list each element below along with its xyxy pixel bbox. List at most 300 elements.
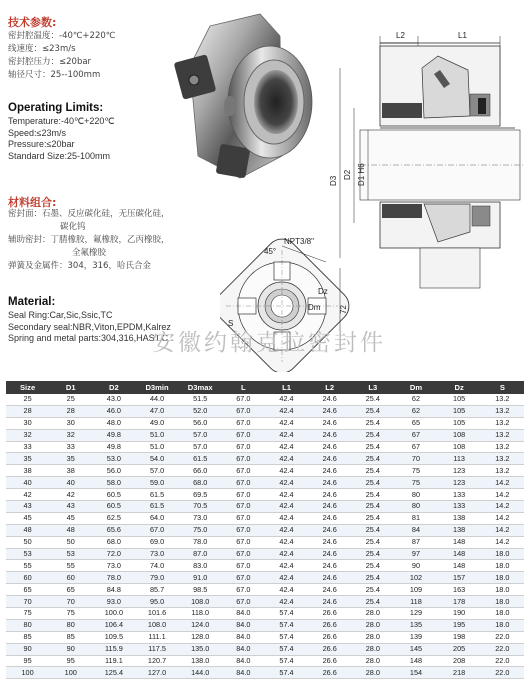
material-line-en: Spring and metal parts:304,316,HAST.C [8,333,169,343]
table-cell: 108.0 [179,596,222,608]
table-cell: 57.0 [179,429,222,441]
table-cell: 163 [438,584,481,596]
table-row [6,572,524,584]
column-header: L2 [308,381,351,394]
table-cell: 18.0 [481,619,524,631]
table-cell: 14.2 [481,489,524,501]
table-cell: 65 [49,584,92,596]
table-cell: 24.6 [308,584,351,596]
table-cell: 55 [6,560,49,572]
table-cell: 85 [49,631,92,643]
table-cell: 24.6 [308,524,351,536]
label-l1: L1 [458,31,467,40]
table-cell: 75 [6,608,49,620]
table-cell: 26.6 [308,643,351,655]
table-cell: 205 [438,643,481,655]
table-cell: 97 [394,548,437,560]
table-cell: 18.0 [481,572,524,584]
table-cell: 120.7 [135,655,178,667]
table-cell: 118 [394,596,437,608]
table-cell: 24.6 [308,453,351,465]
table-cell: 62.5 [92,512,135,524]
table-cell: 124.0 [179,619,222,631]
table-cell: 108 [438,441,481,453]
table-cell: 78.0 [92,572,135,584]
table-cell: 57.4 [265,619,308,631]
table-cell: 148 [438,548,481,560]
table-cell: 80 [49,619,92,631]
column-header: D2 [92,381,135,394]
table-cell: 42.4 [265,572,308,584]
table-cell: 70 [6,596,49,608]
table-cell: 26.6 [308,619,351,631]
table-cell: 72.0 [92,548,135,560]
table-cell: 67.0 [222,584,265,596]
column-header: L1 [265,381,308,394]
table-cell: 25.4 [351,465,394,477]
table-cell: 75 [394,465,437,477]
table-cell: 67.0 [135,524,178,536]
table-cell: 84.0 [222,643,265,655]
table-cell: 25.4 [351,524,394,536]
material-line-en: Secondary seal:NBR,Viton,EPDM,Kalrez [8,321,171,332]
table-cell: 25.4 [351,417,394,429]
table-cell: 198 [438,631,481,643]
table-row [6,512,524,524]
table-cell: 53 [6,548,49,560]
label-s: S [228,319,234,328]
table-cell: 25 [6,394,49,405]
label-d2: D2 [343,169,352,180]
table-cell: 144.0 [179,667,222,679]
table-cell: 14.2 [481,512,524,524]
table-cell: 106.4 [92,619,135,631]
table-cell: 25.4 [351,548,394,560]
table-row [6,608,524,620]
table-row [6,394,524,405]
table-cell: 25 [49,394,92,405]
table-cell: 13.2 [481,394,524,405]
table-cell: 24.6 [308,489,351,501]
table-cell: 43 [6,501,49,513]
table-row [6,405,524,417]
table-cell: 105 [438,405,481,417]
table-cell: 33 [6,441,49,453]
operating-limit-line: Speed:≤23m/s [8,127,66,138]
table-cell: 42.4 [265,560,308,572]
table-cell: 53.0 [92,453,135,465]
column-header: L [222,381,265,394]
table-row [6,441,524,453]
table-cell: 67.0 [222,572,265,584]
table-cell: 49.8 [92,429,135,441]
table-cell: 42.4 [265,394,308,405]
table-cell: 67.0 [222,524,265,536]
tech-param-line: 线速度：≤23m/s [8,44,76,54]
table-cell: 42.4 [265,548,308,560]
table-cell: 30 [6,417,49,429]
table-cell: 22.0 [481,643,524,655]
table-cell: 42.4 [265,453,308,465]
table-cell: 123 [438,477,481,489]
table-cell: 13.2 [481,453,524,465]
table-cell: 109 [394,584,437,596]
table-row [6,584,524,596]
table-cell: 28.0 [351,643,394,655]
table-row [6,501,524,513]
table-cell: 42.4 [265,596,308,608]
table-row [6,524,524,536]
table-cell: 65 [6,584,49,596]
label-d1: D1 H6 [357,163,366,186]
table-row [6,596,524,608]
table-cell: 24.6 [308,501,351,513]
table-cell: 53 [49,548,92,560]
table-cell: 42.4 [265,512,308,524]
table-cell: 26.6 [308,667,351,679]
product-photo-seal [170,6,320,184]
table-cell: 42.4 [265,441,308,453]
table-cell: 42.4 [265,465,308,477]
table-cell: 100.0 [92,608,135,620]
table-cell: 75.0 [179,524,222,536]
table-cell: 50 [6,536,49,548]
table-cell: 38 [49,465,92,477]
table-cell: 28.0 [351,667,394,679]
table-cell: 57.4 [265,631,308,643]
table-cell: 26.6 [308,655,351,667]
table-cell: 145 [394,643,437,655]
table-cell: 80 [6,619,49,631]
table-cell: 67.0 [222,405,265,417]
table-cell: 195 [438,619,481,631]
tech-param-line: 轴径尺寸：25--100mm [8,70,101,80]
material-line-cn: 辅助密封：丁腈橡胶，氟橡胶，乙丙橡胶， [8,235,170,245]
table-cell: 117.5 [135,643,178,655]
table-cell: 57.4 [265,643,308,655]
table-cell: 178 [438,596,481,608]
column-header: S [481,381,524,394]
table-cell: 35 [49,453,92,465]
table-cell: 40 [49,477,92,489]
table-cell: 48 [49,524,92,536]
table-cell: 22.0 [481,655,524,667]
table-cell: 25.4 [351,501,394,513]
table-cell: 25.4 [351,429,394,441]
table-cell: 24.6 [308,512,351,524]
table-cell: 67 [394,441,437,453]
table-cell: 49.8 [92,441,135,453]
table-cell: 123 [438,465,481,477]
table-cell: 25.4 [351,394,394,405]
table-cell: 60.5 [92,501,135,513]
table-cell: 24.6 [308,560,351,572]
table-row [6,465,524,477]
table-cell: 69.5 [179,489,222,501]
table-row [6,417,524,429]
table-cell: 24.6 [308,429,351,441]
table-row [6,560,524,572]
table-cell: 22.0 [481,631,524,643]
table-cell: 157 [438,572,481,584]
table-cell: 105 [438,394,481,405]
table-cell: 127.0 [135,667,178,679]
label-l2: L2 [396,31,405,40]
table-cell: 67.0 [222,465,265,477]
table-cell: 67.0 [222,501,265,513]
table-cell: 48.0 [92,417,135,429]
table-cell: 13.2 [481,417,524,429]
table-row [6,643,524,655]
table-cell: 138.0 [179,655,222,667]
label-d3: D3 [329,175,338,186]
table-cell: 67.0 [222,489,265,501]
table-cell: 13.2 [481,465,524,477]
dimensions-table [6,381,524,679]
table-cell: 25.4 [351,441,394,453]
table-cell: 60 [6,572,49,584]
material-title-en: Material: [8,296,56,308]
table-cell: 57.4 [265,667,308,679]
table-cell: 51.0 [135,429,178,441]
table-cell: 135.0 [179,643,222,655]
table-cell: 118.0 [179,608,222,620]
table-cell: 69.0 [135,536,178,548]
label-dz: Dz [318,287,328,296]
table-cell: 60.5 [92,489,135,501]
table-row [6,631,524,643]
table-cell: 75 [49,608,92,620]
table-cell: 95.0 [135,596,178,608]
label-dm: Dm [308,303,321,312]
table-cell: 133 [438,489,481,501]
table-cell: 13.2 [481,441,524,453]
table-cell: 24.6 [308,536,351,548]
table-cell: 65 [394,417,437,429]
table-cell: 138 [438,512,481,524]
tech-params-title-cn: 技术参数: [8,16,57,29]
table-row [6,453,524,465]
material-line-cn: 碳化钨 [60,222,86,232]
table-cell: 66.0 [179,465,222,477]
watermark: 安徽约翰克拉密封件 [152,330,386,356]
table-cell: 55 [49,560,92,572]
table-cell: 67.0 [222,429,265,441]
table-cell: 24.6 [308,405,351,417]
table-cell: 61.5 [135,489,178,501]
table-row [6,489,524,501]
table-cell: 95 [6,655,49,667]
table-cell: 57.4 [265,608,308,620]
table-cell: 93.0 [92,596,135,608]
table-cell: 28.0 [351,619,394,631]
materials-title-cn: 材料组合: [8,196,57,209]
label-angle: 45° [264,247,277,256]
table-row [6,667,524,679]
table-cell: 95 [49,655,92,667]
table-cell: 100 [49,667,92,679]
table-cell: 113 [438,453,481,465]
table-cell: 18.0 [481,584,524,596]
table-body [6,394,524,679]
table-cell: 45 [49,512,92,524]
table-cell: 148 [438,560,481,572]
table-cell: 154 [394,667,437,679]
table-cell: 24.6 [308,417,351,429]
table-cell: 43.0 [92,394,135,405]
table-cell: 84.0 [222,619,265,631]
column-header: L3 [351,381,394,394]
table-cell: 128.0 [179,631,222,643]
material-line-en: Seal Ring:Car,Sic,Ssic,TC [8,310,113,320]
material-line-cn: 全氟橡胶 [72,248,107,258]
table-cell: 101.6 [135,608,178,620]
table-cell: 67.0 [222,548,265,560]
table-cell: 25.4 [351,584,394,596]
table-cell: 25.4 [351,477,394,489]
operating-limit-line: Pressure:≤20bar [8,139,75,149]
table-cell: 59.0 [135,477,178,489]
table-row [6,477,524,489]
tech-param-line: 密封腔压力：≤20bar [8,57,92,67]
table-cell: 102 [394,572,437,584]
table-cell: 56.0 [92,465,135,477]
table-cell: 87 [394,536,437,548]
table-cell: 52.0 [179,405,222,417]
table-cell: 42.4 [265,524,308,536]
table-cell: 100 [6,667,49,679]
table-cell: 108.0 [135,619,178,631]
table-cell: 62 [394,394,437,405]
table-cell: 57.0 [179,441,222,453]
table-cell: 98.5 [179,584,222,596]
table-row [6,548,524,560]
table-cell: 70 [49,596,92,608]
table-cell: 133 [438,501,481,513]
table-cell: 68.0 [179,477,222,489]
table-cell: 25.4 [351,512,394,524]
table-cell: 54.0 [135,453,178,465]
table-cell: 148 [438,536,481,548]
table-cell: 57.4 [265,655,308,667]
table-cell: 26.6 [308,608,351,620]
material-list-en [8,310,171,345]
table-cell: 105 [438,417,481,429]
seal-face-upper [382,103,422,118]
table-cell: 48 [6,524,49,536]
operating-limit-line: Temperature:-40℃+220℃ [8,116,115,126]
table-cell: 49.0 [135,417,178,429]
table-row [6,655,524,667]
table-cell: 25.4 [351,405,394,417]
table-cell: 22.0 [481,667,524,679]
table-cell: 108 [438,429,481,441]
table-cell: 42.4 [265,405,308,417]
table-cell: 67.0 [222,477,265,489]
label-dim-72: 72 [339,305,348,314]
seal-face-lower [382,204,422,218]
table-cell: 28.0 [351,631,394,643]
table-cell: 26.6 [308,631,351,643]
table-cell: 90 [49,643,92,655]
table-cell: 91.0 [179,572,222,584]
table-cell: 78.0 [179,536,222,548]
table-cell: 74.0 [135,560,178,572]
table-cell: 18.0 [481,560,524,572]
table-cell: 24.6 [308,477,351,489]
table-cell: 125.4 [92,667,135,679]
table-cell: 32 [6,429,49,441]
table-cell: 119.1 [92,655,135,667]
column-header: Dm [394,381,437,394]
materials-list-cn [8,208,170,273]
table-cell: 73.0 [135,548,178,560]
table-cell: 111.1 [135,631,178,643]
table-cell: 208 [438,655,481,667]
column-header: D3max [179,381,222,394]
table-cell: 80 [394,489,437,501]
table-cell: 67 [394,429,437,441]
table-cell: 28 [49,405,92,417]
table-cell: 90 [394,560,437,572]
table-cell: 62 [394,405,437,417]
table-cell: 84.8 [92,584,135,596]
table-row [6,619,524,631]
table-cell: 85.7 [135,584,178,596]
table-cell: 148 [394,655,437,667]
column-header: Size [6,381,49,394]
table-cell: 30 [49,417,92,429]
table-cell: 46.0 [92,405,135,417]
table-cell: 67.0 [222,512,265,524]
table-cell: 70.5 [179,501,222,513]
table-cell: 47.0 [135,405,178,417]
table-cell: 14.2 [481,477,524,489]
table-cell: 73.0 [92,560,135,572]
table-cell: 51.0 [135,441,178,453]
table-cell: 24.6 [308,441,351,453]
table-cell: 25.4 [351,572,394,584]
table-cell: 24.6 [308,572,351,584]
table-cell: 18.0 [481,548,524,560]
table-cell: 84.0 [222,667,265,679]
table-cell: 24.6 [308,394,351,405]
table-cell: 61.5 [179,453,222,465]
column-header: D1 [49,381,92,394]
table-cell: 65.6 [92,524,135,536]
table-cell: 14.2 [481,536,524,548]
table-cell: 58.0 [92,477,135,489]
operating-limit-line: Standard Size:25-100mm [8,150,111,161]
table-cell: 109.5 [92,631,135,643]
table-cell: 61.5 [135,501,178,513]
table-cell: 68.0 [92,536,135,548]
table-cell: 32 [49,429,92,441]
table-cell: 139 [394,631,437,643]
table-cell: 73.0 [179,512,222,524]
table-cell: 67.0 [222,394,265,405]
table-cell: 75 [394,477,437,489]
table-cell: 33 [49,441,92,453]
table-cell: 70 [394,453,437,465]
table-cell: 67.0 [222,441,265,453]
table-cell: 24.6 [308,596,351,608]
table-cell: 35 [6,453,49,465]
table-cell: 25.4 [351,536,394,548]
table-cell: 79.0 [135,572,178,584]
material-line-cn: 密封面：石墨、反应碳化硅，无压碳化硅， [8,209,170,219]
table-cell: 42.4 [265,417,308,429]
